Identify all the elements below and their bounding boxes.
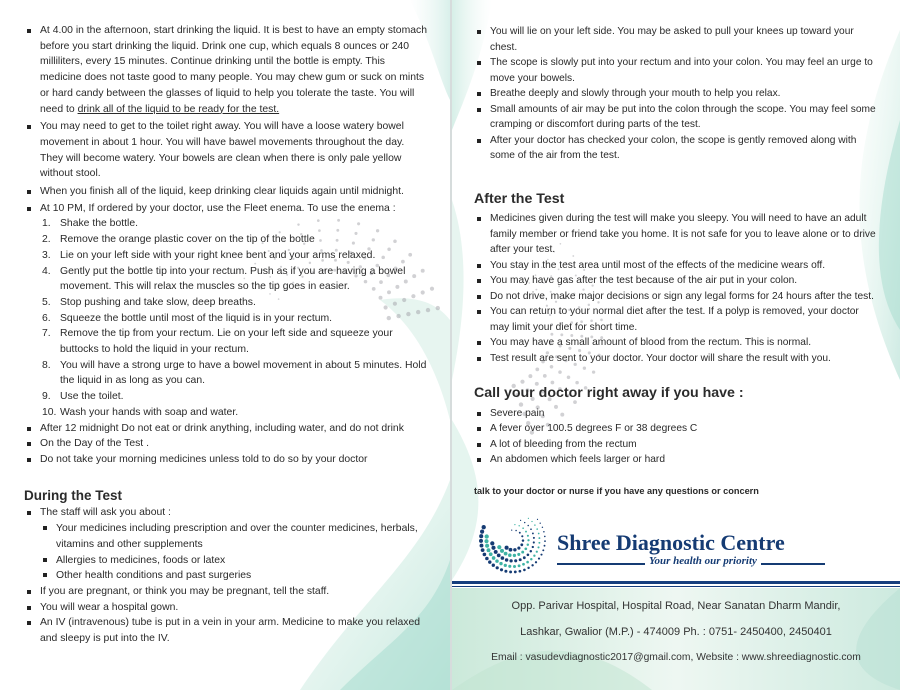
list-item: If you are pregnant, or think you may be pregnant, tell the staff. — [24, 584, 428, 600]
logo-dot — [508, 565, 511, 568]
logo-dot — [505, 546, 509, 550]
logo-dot — [532, 532, 534, 534]
list-item: A fever over 100.5 degrees F or 38 degrees C — [474, 421, 878, 437]
logo-dot — [522, 539, 524, 541]
logo-dot — [508, 553, 512, 557]
logo-dot — [518, 525, 519, 526]
logo-dot — [480, 530, 484, 534]
logo-dot — [540, 523, 541, 524]
list-item: Breathe deeply and slowly through your mouth to help you relax. — [474, 86, 878, 102]
logo-dot — [523, 569, 526, 572]
logo-dot — [533, 555, 535, 557]
list-item: Severe pain — [474, 406, 878, 422]
logo-dot — [530, 550, 532, 552]
logo-dot — [542, 527, 543, 528]
logo-dot — [485, 557, 489, 561]
logo-dot — [537, 546, 539, 548]
logo-dot — [538, 537, 540, 539]
logo-dot — [528, 518, 529, 519]
list-item: Do not take your morning medicines unless told to do so by your doctor — [24, 452, 428, 468]
logo-dot — [511, 530, 512, 531]
logo-dot — [525, 531, 527, 533]
after-test-heading: After the Test — [474, 190, 565, 207]
logo-dot — [485, 544, 489, 548]
logo-dot — [499, 562, 502, 565]
logo-dot — [509, 548, 513, 552]
list-item: 4. Gently put the bottle tip into your rectum. Push as if you are having a bowel movement. This will relax the muscles so the tip goes in easier. — [42, 265, 406, 293]
logo-dot — [480, 544, 484, 548]
logo-dot — [504, 564, 507, 567]
logo-dot — [497, 545, 501, 549]
brand-logo-block — [477, 504, 887, 576]
during-test-list — [24, 505, 428, 521]
logo-dot — [501, 556, 505, 560]
logo-dot — [515, 530, 517, 532]
list-item: On the Day of the Test . — [24, 436, 428, 452]
logo-dot — [537, 519, 538, 520]
logo-dot — [522, 563, 525, 566]
after-test-list — [474, 211, 878, 366]
logo-dot — [538, 558, 540, 560]
logo-dot — [543, 531, 545, 533]
logo-dot — [485, 534, 489, 538]
brand-logo-icon — [477, 504, 547, 574]
logo-dot — [517, 547, 520, 550]
footer-rule-thin — [452, 586, 900, 587]
list-item: Do not drive, make major decisions or sign any legal forms for 24 hours after the test. — [474, 289, 878, 305]
list-item: After your doctor has checked your colon, the scope is gently removed along with some of the air from the test. — [474, 133, 878, 164]
during-test-heading: During the Test — [24, 487, 123, 503]
logo-dot — [488, 560, 491, 563]
logo-dot — [538, 542, 540, 544]
logo-dot — [520, 543, 523, 546]
logo-dot — [484, 539, 488, 543]
list-item: 1. Shake the bottle. — [42, 218, 138, 230]
logo-dot — [532, 546, 534, 548]
logo-dot — [531, 521, 532, 522]
logo-dot — [536, 528, 538, 530]
address-line-1: Opp. Parivar Hospital, Hospital Road, Near Sanatan Dharm Mandir, — [511, 600, 841, 612]
list-item: An IV (intravenous) tube is put in a vein in your arm. Medicine to make you relaxed and sleepy is put into the IV. — [24, 615, 428, 646]
logo-dot — [495, 559, 499, 563]
list-item: When you finish all of the liquid, keep drinking clear liquids again until midnight. — [24, 184, 428, 200]
logo-dot — [514, 559, 517, 562]
list-item: Allergies to medicines, foods or latex — [40, 553, 428, 569]
logo-dot — [519, 570, 522, 573]
logo-dot — [491, 546, 495, 550]
list-item: 3. Lie on your left side with your right knee bent and your arms relaxed. — [42, 249, 376, 261]
logo-dot — [533, 541, 535, 543]
logo-dot — [526, 561, 529, 564]
brand-tagline: Your health our priority — [645, 555, 761, 567]
logo-dot — [496, 566, 499, 569]
logo-dot — [544, 545, 546, 547]
logo-dot — [481, 548, 485, 552]
logo-dot — [521, 551, 524, 554]
list-item: 9. Use the toilet. — [42, 391, 124, 403]
list-item: 6. Squeeze the bottle until most of the liquid is in your rectum. — [42, 312, 333, 324]
logo-dot — [531, 564, 533, 566]
list-item: You will lie on your left side. You may be asked to pull your knees up toward your chest. — [474, 24, 878, 55]
talk-to-doctor-note: talk to your doctor or nurse if you have any questions or concern — [474, 485, 759, 496]
prep-instructions-list — [24, 23, 428, 216]
list-item: You can return to your normal diet after the test. If a polyp is removed, your doctor may limit your diet for short time. — [474, 304, 878, 335]
list-item: After 12 midnight Do not eat or drink anything, including water, and do not drink — [24, 421, 428, 437]
logo-dot — [489, 552, 493, 556]
list-item: You will wear a hospital gown. — [24, 600, 428, 616]
logo-dot — [513, 548, 516, 551]
logo-dot — [500, 568, 503, 571]
underlined-text: drink all of the liquid to be ready for the test. — [77, 103, 280, 115]
logo-dot — [490, 541, 494, 545]
list-item: You may have gas after the test because of the air put in your colon. — [474, 273, 878, 289]
list-item: 2. Remove the orange plastic cover on the tip of the bottle — [42, 234, 315, 246]
logo-dot — [522, 527, 524, 529]
logo-dot — [504, 570, 507, 573]
brand-name: Shree Diagnostic Centre — [557, 530, 785, 555]
logo-dot — [535, 561, 537, 563]
logo-dot — [479, 534, 483, 538]
logo-dot — [517, 553, 520, 556]
list-item: 5. Stop pushing and take slow, deep breaths. — [42, 296, 256, 308]
list-item: A lot of bleeding from the rectum — [474, 437, 878, 453]
logo-dot — [505, 558, 508, 561]
list-item: You may have a small amount of blood from the rectum. This is normal. — [474, 335, 878, 351]
logo-dot — [524, 522, 525, 523]
during-test-list-right — [474, 24, 878, 164]
logo-dot — [519, 532, 521, 534]
logo-dot — [524, 547, 527, 550]
logo-dot — [527, 539, 529, 541]
list-item: The staff will ask you about : — [24, 505, 428, 521]
logo-dot — [509, 559, 512, 562]
list-item: Other health conditions and past surgeries — [40, 568, 428, 584]
list-item: Small amounts of air may be put into the colon through the scope. You may feel some cramping or discomfort during parts of the test. — [474, 102, 878, 133]
logo-dot — [527, 543, 529, 545]
logo-dot — [479, 539, 483, 543]
logo-dot — [514, 524, 515, 525]
list-item: Medicines given during the test will make you sleepy. You will need to have an adult family member or friend take you home. It is not safe for you to leave alone or to drive after your test. — [474, 211, 878, 258]
logo-dot — [530, 528, 532, 530]
right-panel — [452, 0, 900, 690]
logo-dot — [487, 548, 491, 552]
logo-dot — [544, 540, 546, 542]
address-line-2: Lashkar, Gwalior (M.P.) - 474009 Ph. : 0751- 2450400, 2450401 — [520, 626, 832, 638]
logo-dot — [494, 550, 498, 554]
logo-dot — [497, 554, 501, 558]
logo-dot — [536, 551, 538, 553]
call-doctor-list — [474, 406, 878, 468]
logo-dot — [527, 567, 529, 569]
list-item: Your medicines including prescription and over the counter medicines, herbals, vitamins and other supplements — [40, 521, 428, 552]
list-item: You may need to get to the toilet right away. You will have a loose watery bowel movement in about 1 hour. You will have bawel movements throughout the day. They will become watery. Your bowels are clean when there is only pale yellow without stool. — [24, 119, 428, 182]
enema-steps-list — [42, 216, 428, 420]
logo-dot — [523, 556, 526, 559]
logo-dot — [533, 537, 535, 539]
logo-dot — [518, 564, 521, 567]
logo-dot — [509, 570, 512, 573]
list-item: Test result are sent to your doctor. Your doctor will share the result with you. — [474, 351, 878, 367]
day-of-test-list — [24, 421, 428, 468]
logo-dot — [521, 535, 523, 537]
logo-dot — [513, 565, 516, 568]
logo-dot — [527, 553, 530, 556]
during-test-list-continued — [24, 584, 428, 647]
logo-dot — [527, 535, 529, 537]
logo-dot — [520, 520, 521, 521]
call-doctor-heading: Call your doctor right away if you have : — [474, 385, 744, 401]
logo-dot — [513, 554, 516, 557]
list-item: 8. You will have a strong urge to have a bowel movement in about 5 minutes. Hold the liquid in as long as you can. — [42, 359, 427, 387]
footer-rule-thick — [452, 581, 900, 584]
list-item: An abdomen which feels larger or hard — [474, 452, 878, 468]
logo-dot — [527, 525, 529, 527]
list-item: At 10 PM, If ordered by your doctor, use the Fleet enema. To use the enema : — [24, 201, 428, 217]
logo-dot — [534, 524, 535, 525]
logo-dot — [500, 549, 504, 553]
logo-dot — [540, 554, 542, 556]
logo-dot — [492, 556, 496, 560]
contact-line: Email : vasudevdiagnostic2017@gmail.com, Website : www.shreediagnostic.com — [491, 652, 861, 663]
logo-dot — [492, 564, 495, 567]
logo-dot — [519, 558, 522, 561]
logo-dot — [542, 549, 544, 551]
logo-dot — [514, 571, 517, 574]
logo-dot — [530, 558, 532, 560]
logo-dot — [483, 553, 487, 557]
list-item: At 4.00 in the afternoon, start drinking the liquid. It is best to have an empty stomach before you start drinking the liquid. Drink one cup, which equals 8 ounces or 240 milliliters, every 15 minutes. Continue drinking until the bottle is empty. This medicine does not taste good to many people. You may chew gum or suck on mints or hard candy between the glasses of liquid to help you tolerate the taste. You will need to drink all of the liquid to be ready for the test. — [24, 23, 428, 117]
list-item: You stay in the test area until most of the effects of the medicine wears off. — [474, 258, 878, 274]
contact-footer — [452, 588, 900, 690]
list-item: 7. Remove the tip from your rectum. Lie on your left side and squeeze your buttocks to hold the liquid in your rectum. — [42, 328, 393, 356]
list-item: The scope is slowly put into your rectum and into your colon. You may feel an urge to move your bowels. — [474, 55, 878, 86]
logo-dot — [544, 536, 546, 538]
list-item: 10. Wash your hands with soap and water. — [42, 406, 239, 418]
logo-dot — [538, 533, 540, 535]
logo-dot — [504, 552, 508, 556]
logo-dot — [482, 525, 486, 529]
staff-questions-list — [40, 521, 428, 584]
